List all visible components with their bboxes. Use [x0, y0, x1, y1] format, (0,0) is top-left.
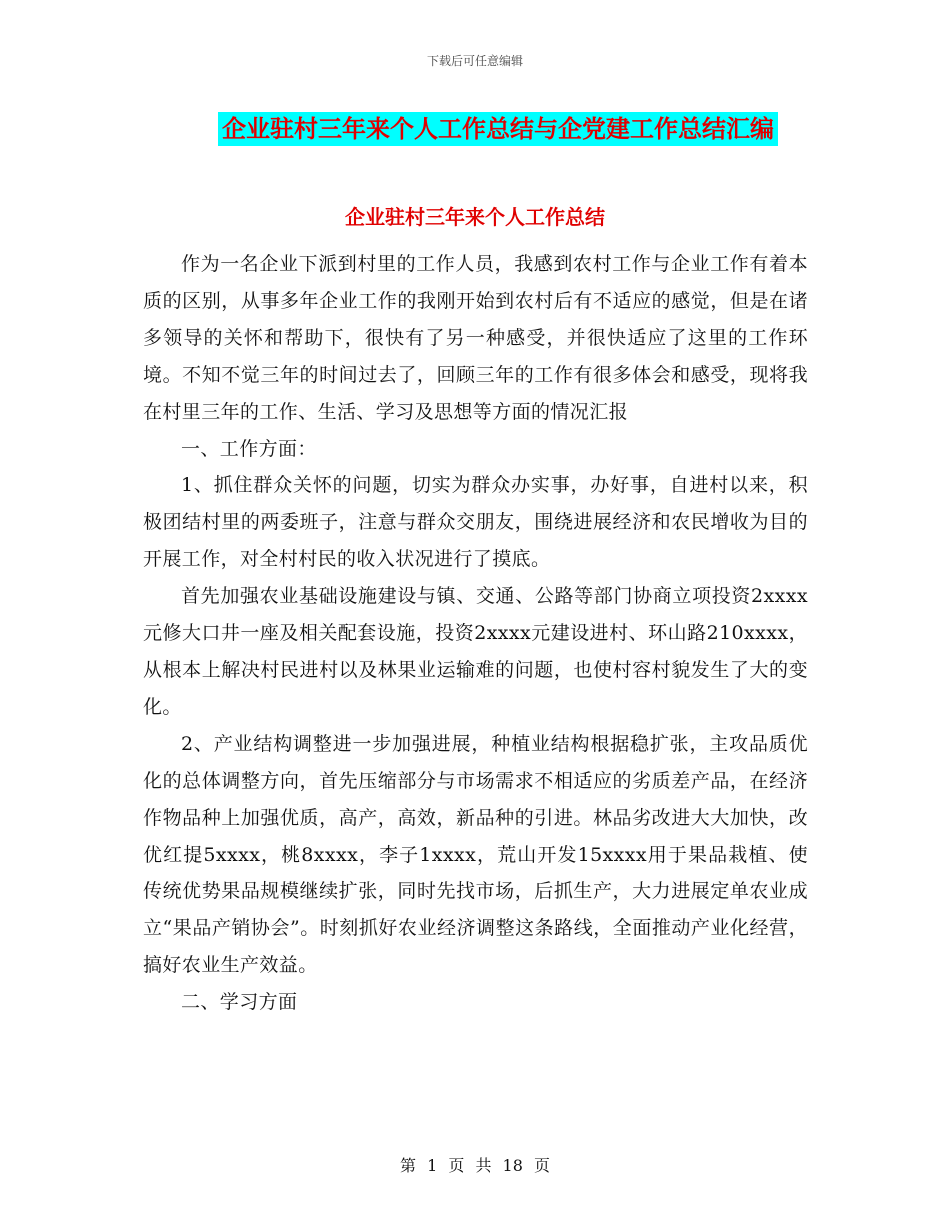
page-header-note: 下载后可任意编辑	[426, 54, 523, 68]
paragraph-intro: 作为一名企业下派到村里的工作人员，我感到农村工作与企业工作有着本质的区别，从事多年企业工作的我刚开始到农村后有不适应的感觉，但是在诸多领导的关怀和帮助下，很快有了另一种感受，并很快适应了这里的工作环境。不知不觉三年的时间过去了，回顾三年的工作有很多体会和感受，现将我在村里三年的工作、生活、学习及思想等方面的情况汇报	[143, 253, 808, 423]
document-body	[143, 246, 808, 1021]
paragraph-work-1: 1、抓住群众关怀的问题，切实为群众办实事，办好事，自进村以来，积极团结村里的两委班子，注意与群众交朋友，围绕进展经济和农民增收为目的开展工作，对全村村民的收入状况进行了摸底。	[143, 474, 808, 571]
section-title: 企业驻村三年来个人工作总结	[345, 205, 605, 229]
paragraph-infrastructure: 首先加强农业基础设施建设与镇、交通、公路等部门协商立项投资2xxxx元修大口井一座及相关配套设施，投资2xxxx元建设进村、环山路210xxxx，从根本上解决村民进村以及林果业运输难的问题，也使村容村貌发生了大的变化。	[143, 585, 808, 718]
paragraph-work-2: 2、产业结构调整进一步加强进展，种植业结构根据稳扩张，主攻品质优化的总体调整方向，首先压缩部分与市场需求不相适应的劣质差产品，在经济作物品种上加强优质，高产，高效，新品种的引进。林品劣改进大大加快，改优红提5xxxx，桃8xxxx，李子1xxxx，荒山开发15xxxx用于果品栽植、使传统优势果品规模继续扩张，同时先找市场，后抓生产，大力进展定单农业成立“果品产销协会”。时刻抓好农业经济调整这条路线，全面推动产业化经营，搞好农业生产效益。	[143, 732, 808, 977]
paragraph-heading-work: 一、工作方面：	[181, 437, 317, 460]
paragraph-heading-study: 二、学习方面	[181, 991, 298, 1014]
main-title: 企业驻村三年来个人工作总结与企党建工作总结汇编	[218, 112, 778, 146]
main-title-container	[0, 112, 950, 146]
page-number-footer: 第 1 页 共 18 页	[400, 1156, 550, 1175]
